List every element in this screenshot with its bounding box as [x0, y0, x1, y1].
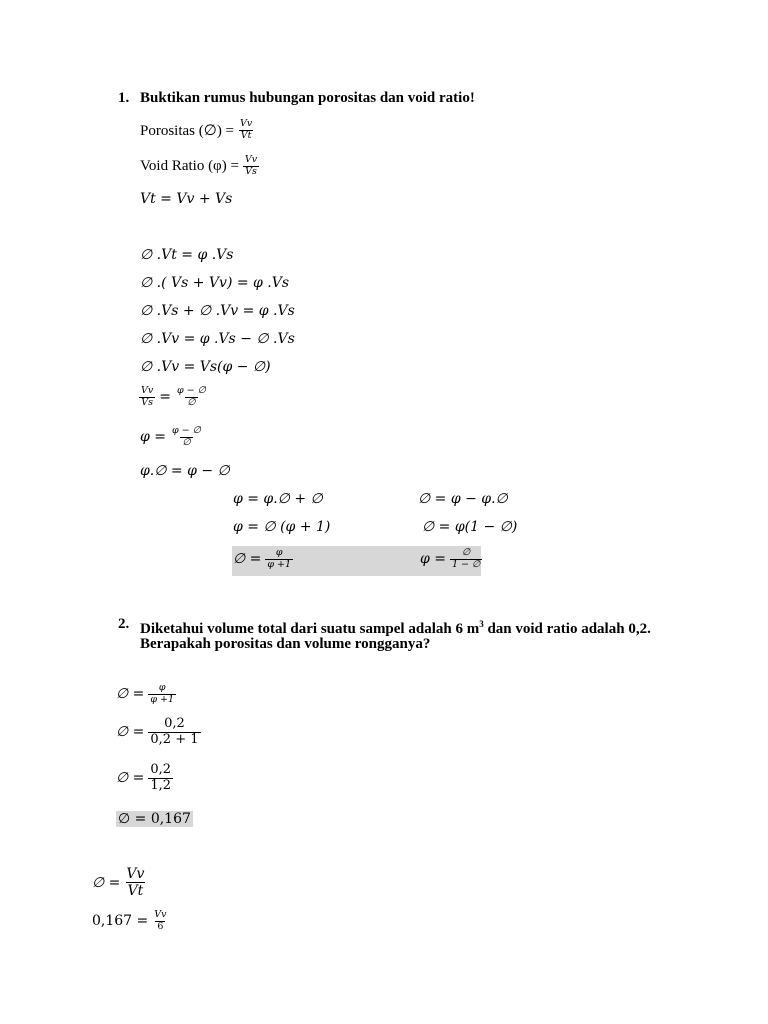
- final-porosity-fraction: [265, 548, 293, 571]
- ratio-right-numerator: φ − ∅: [176, 385, 206, 396]
- void-ratio-definition: [140, 155, 260, 178]
- ratio-right-fraction: [175, 386, 208, 409]
- ratio-equals: =: [159, 389, 171, 406]
- solution-1-numerator: φ: [158, 682, 166, 693]
- solution-4-denominator: Vt: [127, 883, 144, 900]
- solution-3-denominator: 1,2: [150, 777, 172, 793]
- product-equation: φ.∅ = φ − ∅: [140, 463, 230, 479]
- solution-formula-3: [116, 763, 174, 794]
- derivation-step-1: ∅ .Vt = φ .Vs: [140, 247, 234, 263]
- solution-5-fraction: [152, 910, 168, 933]
- total-volume-equation: Vt = Vv + Vs: [140, 191, 233, 207]
- question-1-heading: [118, 88, 538, 108]
- solution-2-denominator: 0,2 + 1: [150, 731, 199, 747]
- question-2-line-1-text: Diketahui volume total dari suatu sampel adalah 6 m: [140, 621, 480, 637]
- void-ratio-numerator: Vv: [244, 154, 258, 165]
- solution-formula-5: [92, 910, 170, 933]
- question-2-line-1-tail: dan void ratio adalah 0,2.: [483, 621, 651, 637]
- right-column-line-2: ∅ = φ(1 − ∅): [422, 519, 518, 535]
- left-column-line-2: φ = ∅ (φ + 1): [233, 519, 331, 535]
- solution-formula-2: [116, 717, 202, 748]
- final-void-ratio-lhs: φ =: [420, 551, 446, 568]
- phi-numerator: φ − ∅: [171, 425, 201, 436]
- cubic-superscript: 3: [479, 619, 484, 629]
- solution-2-numerator: 0,2: [164, 716, 185, 731]
- void-ratio-denominator: Vs: [245, 165, 257, 177]
- solution-formula-4: [92, 866, 147, 899]
- question-1-title: Buktikan rumus hubungan porositas dan void ratio!: [140, 90, 475, 106]
- question-1-number: 1.: [118, 90, 130, 106]
- final-porosity-formula: [233, 548, 294, 571]
- solution-2-lhs: ∅ =: [116, 724, 145, 741]
- solution-5-numerator: Vv: [154, 909, 167, 920]
- ratio-equation: [138, 386, 209, 409]
- phi-fraction: [170, 426, 203, 449]
- solution-3-lhs: ∅ =: [116, 770, 145, 787]
- solution-1-lhs: ∅ =: [116, 686, 145, 703]
- final-porosity-numerator: φ: [275, 547, 283, 558]
- final-void-ratio-formula: [420, 548, 483, 571]
- final-porosity-lhs: ∅ =: [233, 551, 262, 568]
- porosity-result: ∅ = 0,167: [118, 811, 191, 827]
- porositas-fraction: [238, 119, 254, 142]
- solution-4-lhs: ∅ =: [92, 874, 121, 891]
- solution-2-fraction: [148, 717, 200, 748]
- derivation-step-5: ∅ .Vv = Vs(φ − ∅): [140, 359, 271, 375]
- phi-lhs: φ =: [140, 429, 166, 446]
- derivation-step-4: ∅ .Vv = φ .Vs − ∅ .Vs: [140, 331, 295, 347]
- void-ratio-label: Void Ratio (φ) =: [140, 157, 239, 174]
- final-void-ratio-numerator: ∅: [462, 547, 471, 558]
- phi-fraction-equation: [140, 426, 204, 449]
- porositas-label: Porositas (∅) =: [140, 122, 235, 139]
- question-2-heading: [118, 614, 678, 654]
- phi-denominator: ∅: [182, 436, 191, 448]
- ratio-right-denominator: ∅: [187, 396, 196, 408]
- ratio-left-fraction: [139, 386, 155, 409]
- solution-5-denominator: 6: [157, 920, 164, 932]
- solution-1-fraction: [148, 683, 176, 706]
- solution-1-denominator: φ +1: [150, 693, 175, 705]
- final-void-ratio-fraction: [450, 548, 482, 571]
- ratio-left-denominator: Vs: [141, 396, 153, 408]
- solution-4-fraction: [124, 866, 146, 899]
- question-2-line-2: Berapakah porositas dan volume rongganya?: [140, 636, 431, 652]
- final-void-ratio-denominator: 1 − ∅: [451, 558, 481, 570]
- porositas-numerator: Vv: [240, 118, 253, 129]
- question-2-number: 2.: [118, 616, 130, 632]
- derivation-step-2: ∅ .( Vs + Vv) = φ .Vs: [140, 275, 290, 291]
- ratio-left-numerator: Vv: [141, 385, 154, 396]
- solution-3-numerator: 0,2: [150, 762, 172, 777]
- void-ratio-fraction: [243, 155, 259, 178]
- derivation-step-3: ∅ .Vs + ∅ .Vv = φ .Vs: [140, 303, 295, 319]
- left-column-line-1: φ = φ.∅ + ∅: [233, 491, 323, 507]
- right-column-line-1: ∅ = φ − φ.∅: [418, 491, 508, 507]
- solution-formula-1: [116, 683, 177, 706]
- solution-4-numerator: Vv: [126, 866, 145, 882]
- solution-5-lhs: 0,167 =: [92, 913, 149, 930]
- porositas-definition: [140, 119, 255, 142]
- porositas-denominator: Vt: [240, 129, 252, 141]
- final-porosity-denominator: φ +1: [267, 558, 292, 570]
- solution-3-fraction: [148, 763, 173, 794]
